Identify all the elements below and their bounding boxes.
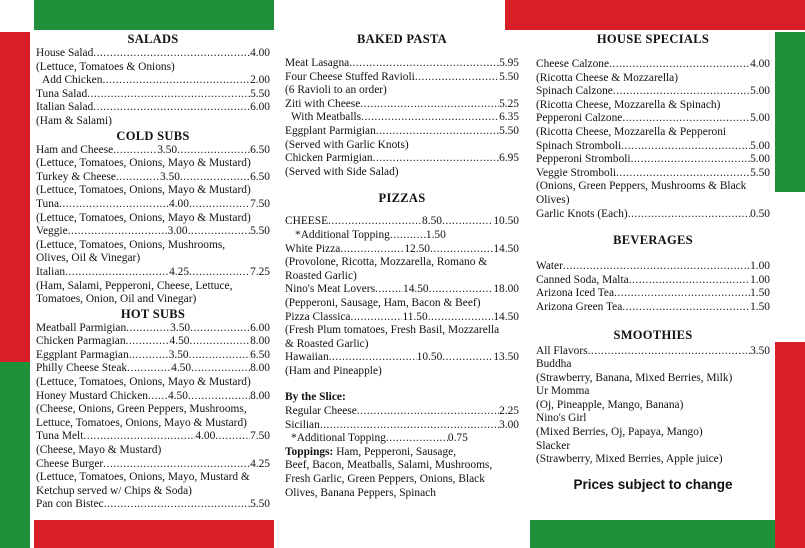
menu-item: Hawaiian ..... 10.50 ..... 13.50 bbox=[285, 351, 519, 365]
red-band-bottom-left bbox=[34, 520, 274, 548]
menu-item: Ham and Cheese ..... 3.50 ..... 6.50 bbox=[36, 144, 270, 158]
menu-item: All Flavors ..... 3.50 bbox=[536, 345, 770, 359]
menu-item: Garlic Knots (Each) ..... 0.50 bbox=[536, 208, 770, 222]
hot-subs-title: HOT SUBS bbox=[120, 306, 186, 321]
menu-item: Chicken Parmagian ..... 4.50 ..... 8.00 bbox=[36, 335, 270, 349]
menu-item: Cheese Burger ..... 4.25 bbox=[36, 458, 270, 472]
cold-subs-title: COLD SUBS bbox=[116, 128, 190, 143]
menu-item: Meat Lasagna ..... 5.95 bbox=[285, 57, 519, 71]
menu-item: Pan con Bistec ..... 5.50 bbox=[36, 498, 270, 512]
menu-item: CHEESE ..... 8.50 ..... 10.50 bbox=[285, 215, 519, 229]
prices-note: Prices subject to change bbox=[573, 476, 733, 492]
green-band-bottom-left bbox=[0, 362, 30, 548]
left-column: SALADS House Salad ..... 4.00 (Lettuce, Tomatoes & Onions) Add Chicken ..... 2.00 Tuna Salad ..... 5.50 Italian Salad ..... 6.00 (Ham & Salami) COLD SUBS Ham and Cheese ..... 3.50 ..... 6.50 (Lettuce, Tomatoes, Onions, Mayo & Mustard) Turkey & Cheese ..... 3.50 ..... 6.50 (Lettuce, Tomatoes, Onions, Mayo & Mustard) Tuna ..... 4.00 ..... 7.50 (Lettuce, Tomatoes, Onions, Mayo & Mustard) Veggie ..... 3.00 ..... 5.50 (Lettuce, Tomatoes, Onions, Mushrooms, Olives, Oil & Vinegar) Italian ..... 4.25 ..... 7.25 (Ham, Salami, Pepperoni, Cheese, Lettuce, Tomatoes, Onion, Oil and Vinegar) HOT SUBS Meatball Parmigian ..... 3.50 ..... 6.00 Chicken Parmagian ..... 4.50 ..... 8.00 Eggplant Parmagian ..... 3.50 ..... 6.50 Philly Cheese Steak ..... 4.50 ..... 8.00 (Lettuce, Tomatoes, Onions, Mayo & Mustard) Honey Mustard Chicken ..... 4.50 ..... 8.00 (Cheese, Onions, Green Peppers, Mushrooms, Lettuce, Tomatoes, Onions, Mayo & Mustard) Tuna Melt ..... 4.00 ..... 7.50 (Cheese, Mayo & Mustard) Cheese Burger ..... 4.25 (Lettuce, Tomatoes, Onions, Mayo, Mustard & Ketchup served w/ Chips & Soda) Pan con Bistec ..... 5.50 bbox=[36, 32, 270, 512]
smoothies-title: SMOOTHIES bbox=[613, 327, 693, 342]
menu-item: Italian Salad ..... 6.00 bbox=[36, 101, 270, 115]
menu-item: Cheese Calzone ..... 4.00 bbox=[536, 58, 770, 72]
menu-item: Ziti with Cheese ..... 5.25 bbox=[285, 98, 519, 112]
menu-item: Sicilian ..... 3.00 bbox=[285, 419, 519, 433]
toppings-list: Toppings: Ham, Pepperoni, Sausage, bbox=[285, 445, 457, 458]
menu-item: Italian ..... 4.25 ..... 7.25 bbox=[36, 266, 270, 280]
menu-item: *Additional Topping ..... 0.75 bbox=[285, 432, 519, 446]
green-band-bottom-middle bbox=[530, 520, 775, 548]
middle-column: BAKED PASTA Meat Lasagna ..... 5.95 Four Cheese Stuffed Ravioli ..... 5.50 (6 Ravioli to an order) Ziti with Cheese ..... 5.25 With Meatballs ..... 6.35 Eggplant Parmigian ..... 5.50 (Served with Garlic Knots) Chicken Parmigian ..... 6.95 (Served with Side Salad) PIZZAS CHEESE ..... 8.50 ..... 10.50 *Additional Topping ..... 1.50 White Pizza ..... 12.50 ..... 14.50 (Provolone, Ricotta, Mozzarella, Romano & Roasted Garlic) Nino's Meat Lovers ..... 14.50 ..... 18.00 (Pepperoni, Sausage, Ham, Bacon & Beef) Pizza Classica ..... 11.50 ..... 14.50 (Fresh Plum tomatoes, Fresh Basil, Mozzarella & Roasted Garlic) Hawaiian ..... 10.50 ..... 13.50 (Ham and Pineapple) By the Slice: Regular Cheese ..... 2.25 Sicilian ..... 3.00 *Additional Topping ..... 0.75 Toppings: Ham, Pepperoni, Sausage, Beef, Bacon, Meatballs, Salami, Mushrooms, Fresh Garlic, Green Peppers, Onions, Black Olives, Banana Peppers, Spinach bbox=[285, 32, 519, 500]
menu-item: White Pizza ..... 12.50 ..... 14.50 bbox=[285, 243, 519, 257]
green-band-right bbox=[775, 32, 805, 192]
red-band-top-left bbox=[0, 32, 30, 362]
menu-item: Regular Cheese ..... 2.25 bbox=[285, 405, 519, 419]
red-band-right bbox=[775, 342, 805, 548]
menu-item: Veggie ..... 3.00 ..... 5.50 bbox=[36, 225, 270, 239]
menu-item: Spinach Stromboli ..... 5.00 bbox=[536, 140, 770, 154]
menu-item: Tuna Melt ..... 4.00 ..... 7.50 bbox=[36, 430, 270, 444]
menu-item: Eggplant Parmigian ..... 5.50 bbox=[285, 125, 519, 139]
by-the-slice-title: By the Slice: bbox=[285, 391, 346, 404]
red-band-top-middle bbox=[505, 0, 805, 30]
menu-item: House Salad ..... 4.00 bbox=[36, 47, 270, 61]
menu-item: Tuna Salad ..... 5.50 bbox=[36, 88, 270, 102]
menu-item: Add Chicken ..... 2.00 bbox=[36, 74, 270, 88]
menu-item: Pepperoni Calzone ..... 5.00 bbox=[536, 112, 770, 126]
menu-item: Arizona Iced Tea ..... 1.50 bbox=[536, 287, 770, 301]
salads-title: SALADS bbox=[127, 32, 179, 46]
beverages-title: BEVERAGES bbox=[613, 233, 693, 248]
menu-item: Turkey & Cheese ..... 3.50 ..... 6.50 bbox=[36, 171, 270, 185]
menu-item: Eggplant Parmagian ..... 3.50 ..... 6.50 bbox=[36, 349, 270, 363]
menu-item: Canned Soda, Malta ..... 1.00 bbox=[536, 274, 770, 288]
baked-pasta-title: BAKED PASTA bbox=[356, 32, 447, 46]
menu-item: Honey Mustard Chicken ..... 4.50 ..... 8.00 bbox=[36, 390, 270, 404]
menu-item: Four Cheese Stuffed Ravioli ..... 5.50 bbox=[285, 71, 519, 85]
menu-item: Pepperoni Stromboli ..... 5.00 bbox=[536, 153, 770, 167]
menu-item: Philly Cheese Steak ..... 4.50 ..... 8.00 bbox=[36, 362, 270, 376]
right-column: HOUSE SPECIALS Cheese Calzone ..... 4.00 (Ricotta Cheese & Mozzarella) Spinach Calzone ..... 5.00 (Ricotta Cheese, Mozzarella & Spinach) Pepperoni Calzone ..... 5.00 (Ricotta Cheese, Mozzarella & Pepperoni Spinach Stromboli ..... 5.00 Pepperoni Stromboli ..... 5.00 Veggie Stromboli ..... 5.50 (Onions, Green Peppers, Mushrooms & Black Olives) Garlic Knots (Each) ..... 0.50 BEVERAGES Water ..... 1.00 Canned Soda, Malta ..... 1.00 Arizona Iced Tea ..... 1.50 Arizona Green Tea ..... 1.50 SMOOTHIES All Flavors ..... 3.50 Buddha (Strawberry, Banana, Mixed Berries, Milk) Ur Momma (Oj, Pineapple, Mango, Banana) Nino's Girl (Mixed Berries, Oj, Papaya, Mango) Slacker (Strawberry, Mixed Berries, Apple juice) Prices subject to change bbox=[536, 32, 770, 492]
house-specials-title: HOUSE SPECIALS bbox=[596, 32, 710, 46]
menu-item: Tuna ..... 4.00 ..... 7.50 bbox=[36, 198, 270, 212]
menu-item: With Meatballs ..... 6.35 bbox=[285, 111, 519, 125]
menu-item: Pizza Classica ..... 11.50 ..... 14.50 bbox=[285, 311, 519, 325]
menu-item: Arizona Green Tea ..... 1.50 bbox=[536, 301, 770, 315]
pizzas-title: PIZZAS bbox=[378, 191, 426, 206]
green-band-top-left bbox=[34, 0, 274, 30]
menu-item: *Additional Topping ..... 1.50 bbox=[285, 229, 519, 243]
menu-item: Water ..... 1.00 bbox=[536, 260, 770, 274]
menu-item: Nino's Meat Lovers ..... 14.50 ..... 18.00 bbox=[285, 283, 519, 297]
menu-item: Veggie Stromboli ..... 5.50 bbox=[536, 167, 770, 181]
menu-item: Meatball Parmigian ..... 3.50 ..... 6.00 bbox=[36, 322, 270, 336]
menu-item: Spinach Calzone ..... 5.00 bbox=[536, 85, 770, 99]
menu-item: Chicken Parmigian ..... 6.95 bbox=[285, 152, 519, 166]
